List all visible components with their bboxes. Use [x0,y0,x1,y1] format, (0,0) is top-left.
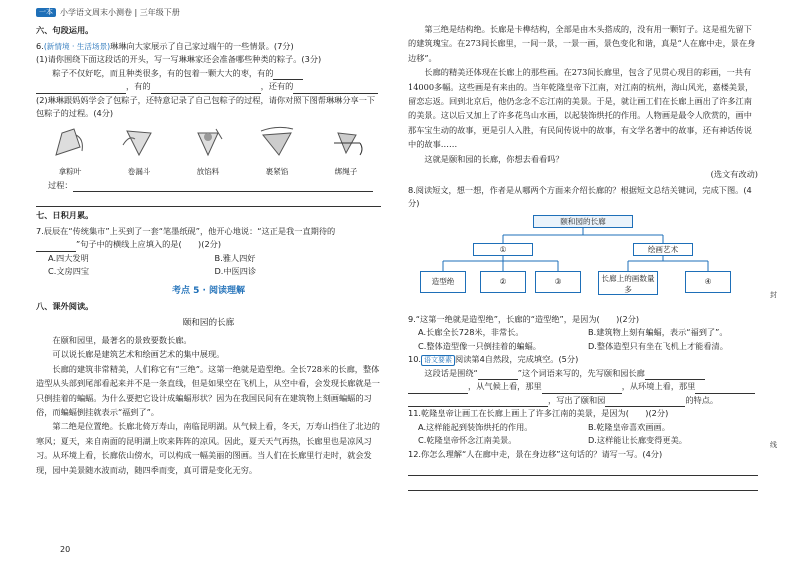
answer-blank[interactable] [478,370,518,380]
step-1: 拿粽叶 [48,125,92,179]
question-8: 8.阅读短文，想一想，作者是从哪两个方面来介绍长廊的？根据短文总结关键词，完成下图。(4分) [408,184,752,209]
answer-blank[interactable] [645,370,705,380]
binding-mark: 封 [770,291,777,299]
answer-blank[interactable] [73,182,373,192]
answer-blank[interactable] [542,384,622,394]
question-11-options [408,421,758,448]
cone-hand-icon [117,125,161,159]
source-note: (选文有改动) [710,169,758,180]
answer-blank[interactable] [408,397,548,407]
question-9: 9.“这第一绝就是造型绝”，长廊的“造型绝”，是因为( )(2分) [408,313,640,324]
brand-badge: 一本 [36,8,56,17]
step-3: 放馅料 [186,125,230,179]
string-icon [324,125,368,159]
option-d[interactable]: D.中医四诊 [214,266,257,276]
question-6-1-prompt: 粽子不仅好吃，而且种类很多，有的包着一颗大大的枣，有的 [36,67,381,81]
option-c[interactable]: C.乾隆皇帝怀念江南美景。 [418,435,517,446]
question-6-1-blanks: ，有的 ，还有的 [36,80,381,94]
diagram-leaf-shape: 造型绝 [420,271,466,293]
binding-mark: 线 [770,441,777,449]
question-12: 12.你怎么理解“人在廊中走，景在身边移”这句话的？请写一写。(4分) [408,448,663,459]
answer-blank[interactable] [293,84,378,94]
option-c[interactable]: C.文房四宝 [48,266,90,276]
option-a[interactable]: A.这样能起到装饰烘托的作用。 [418,421,533,432]
wrap-icon [255,125,299,159]
diagram-painting-count: 长廊上的画数量多 [598,271,658,295]
page-number: 20 [60,545,71,554]
question-7-options [36,252,381,279]
scenario-tag: (新情境 · 生活场景) [43,41,111,51]
option-a[interactable]: A.四大发明 [48,252,89,263]
left-column [36,22,381,477]
option-b[interactable]: B.乾隆皇帝喜欢画画。 [588,421,670,432]
filling-icon [186,125,230,159]
answer-line[interactable] [408,463,758,476]
article-paragraph: 这就是颐和园的长廊，你想去看看吗？ [424,153,564,164]
option-b[interactable]: B.建筑物上刻有蝙蝠，表示“福到了”。 [588,327,728,338]
question-10-fill-3: ，写出了颐和园 的特点。 [408,394,758,408]
diagram-blank-1[interactable]: ① [473,243,533,256]
answer-blank[interactable] [408,384,468,394]
diagram-root: 颐和园的长廊 [533,215,633,228]
right-column [408,22,758,493]
question-7: 7.辰辰在“传统集市”上买到了一套“笔墨纸砚”，他开心地说：“这正是我一直期待的 [36,225,336,236]
article-paragraph: 长廊的精美还体现在长廊上的那些画。在273间长廊里，包含了见贯心现目的彩画，一共有14000多幅。这些画是有来由的。当年乾隆皇帝下江南，对江南的杭州，海山风光，嘉楼美景，留恋忘返。回到北京后，他仍念念不忘江南的美景。于是，就让画工们在长廊上画出了许多江南的美景。这以后又加上了许多花鸟山水画，以起装饰烘托的作用。人物画是最令人欣赏的，画中那车宝生动的故事，更是引人入胜，有民间传说中的故事，有文学名著中的故事，还有神话传说中的故事…… [408,67,754,150]
header-title: 小学语文周末小测卷 | 三年级下册 [60,7,180,17]
question-9-options [408,326,758,353]
answer-blank[interactable] [36,242,76,252]
answer-line[interactable] [408,478,758,491]
diagram-blank-4[interactable]: ④ [685,271,731,293]
question-10: 10. 语文要素 阅读第4自然段，完成填空。(5分) [408,354,579,365]
step-4: 裹紧馅 [255,125,299,179]
answer-blank[interactable] [695,384,755,394]
process-line: 过程： [48,179,381,193]
concept-diagram [408,213,758,311]
answer-blank[interactable] [151,84,261,94]
answer-blank[interactable] [36,84,126,94]
option-b[interactable]: B.雅人四好 [214,252,256,263]
page-header [36,6,180,18]
question-7-b: ”句子中的横线上应填入的是( )(2分) [36,238,381,252]
dumpling-steps [48,125,368,179]
leaf-hand-icon [48,125,92,159]
article-paragraph: 可以说长廊是建筑艺术和绘画艺术的集中展现。 [52,349,225,360]
question-6-1: (1)请你围绕下面这段话的开头，写一写琳琳家还会准备哪些种类的粽子。(3分) [36,54,322,64]
option-a[interactable]: A.长廊全长728米，非常长。 [418,327,524,338]
section-6-heading: 六、句段运用。 [36,25,94,35]
article-paragraph: 在颐和园里，最著名的景致要数长廊。 [52,335,192,345]
question-11: 11.乾隆皇帝让画工在长廊上画上了许多江南的美景，是因为( )(2分) [408,408,669,419]
question-10-fill-1: 这段话是围绕“ ”这个词语来写的，先写颐和园长廊 [408,367,758,381]
section-7-heading: 七、日积月累。 [36,210,94,220]
step-5: 绑绳子 [324,125,368,179]
answer-line[interactable] [36,194,381,207]
article-paragraph: 第二绝是位置绝。长廊北倚万寿山，南临昆明湖。从气候上看，冬天，万寿山挡住了北边的寒风；夏天，来自南面的昆明湖上吹来阵阵的凉风。因此，夏天天气再热，长廊里也是凉风习习。从环境上看，长廊依山傍水，可以构成一幅美丽的图画。当人们在长廊里行走时，就会发现，园中美景随水波而动，随四季而变，真可谓是变化无穷。 [36,421,380,475]
option-d[interactable]: D.整体造型只有坐在飞机上才能看清。 [588,340,728,351]
diagram-category-painting: 绘画艺术 [633,243,693,256]
section-8-heading: 八、课外阅读。 [36,301,94,311]
article-title: 颐和园的长廊 [182,317,235,328]
article-paragraph: 长廊的建筑非常精美，人们称它有“三绝”。这第一绝就是造型绝。全长728米的长廊，整体造型从头部到尾部看起来并不是一条直线，但是如果空在飞机上，从空中看，会发现长廊就是一只倒挂着的蝙蝠。为什么要把它设计成蝙蝠形状？因为在我国民间有在建筑物上刻画蝙蝠的习俗，而蝙蝠倒挂就表示“福到了”。 [36,363,380,418]
question-10-fill-2: ，从气候上看，那里 ，从环境上看，那里 [408,380,758,394]
article-paragraph: 第三绝是结构绝。长廊是卡榫结构，全部是由木头搭成的，没有用一颗钉子。这是祖先留下的建筑瑰宝。在273间长廊里，一间一景，一景一画，景色变化和谐，真是“人在廊中走，景在身边移”。 [408,24,756,63]
question-6: 6.(新情境 · 生活场景)琳琳向大家展示了自己家过端午的一些情景。(7分) [36,40,381,54]
answer-blank[interactable] [273,70,303,80]
step-2: 卷漏斗 [117,125,161,179]
diagram-blank-2[interactable]: ② [480,271,526,293]
question-6-2: (2)琳琳跟妈妈学会了包粽子，还特意记录了自己包粽子的过程，请你对照下图帮琳琳分享一下包粽子的过程。(4分) [36,94,376,118]
topic-heading: 考点 5 · 阅读理解 [171,285,246,296]
option-c[interactable]: C.整体造型像一只倒挂着的蝙蝠。 [418,340,541,351]
answer-blank[interactable] [605,397,685,407]
option-d[interactable]: D.这样能让长廊变得更美。 [588,435,687,446]
diagram-blank-3[interactable]: ③ [535,271,581,293]
literacy-tag: 语文要素 [421,355,455,366]
